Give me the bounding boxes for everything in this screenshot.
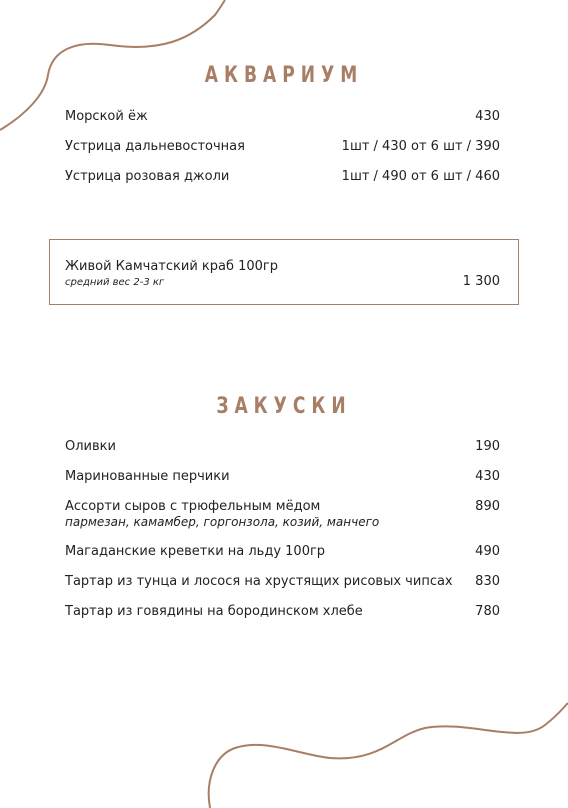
item-name: Маринованные перчики [65, 469, 230, 484]
item-price: 190 [475, 439, 500, 454]
item-name: Устрица дальневосточная [65, 139, 245, 154]
item-price: 780 [475, 604, 500, 619]
item-price: 890 [475, 499, 500, 514]
item-name: Морской ёж [65, 109, 148, 124]
section-title-snacks: ЗАКУСКИ [216, 393, 352, 419]
item-price: 830 [475, 574, 500, 589]
item-name: Тартар из тунца и лосося на хрустящих рисовых чипсах [65, 574, 453, 589]
special-item-price: 1 300 [462, 274, 500, 289]
section-title-aquarium: АКВАРИУМ [204, 62, 364, 88]
special-item-box [49, 239, 519, 305]
item-price: 1шт / 430 от 6 шт / 390 [341, 139, 500, 154]
item-price: 490 [475, 544, 500, 559]
special-item-desc: средний вес 2-3 кг [65, 277, 165, 288]
item-desc: пармезан, камамбер, горгонзола, козий, манчего [65, 515, 380, 529]
item-name: Тартар из говядины на бородинском хлебе [65, 604, 363, 619]
item-price: 430 [475, 469, 500, 484]
special-item-name: Живой Камчатский краб 100гр [65, 259, 279, 274]
item-name: Ассорти сыров с трюфельным мёдом [65, 499, 321, 514]
item-price: 430 [475, 109, 500, 124]
item-name: Оливки [65, 439, 116, 454]
item-price: 1шт / 490 от 6 шт / 460 [341, 169, 500, 184]
item-name: Магаданские креветки на льду 100гр [65, 544, 326, 559]
item-name: Устрица розовая джоли [65, 169, 230, 184]
